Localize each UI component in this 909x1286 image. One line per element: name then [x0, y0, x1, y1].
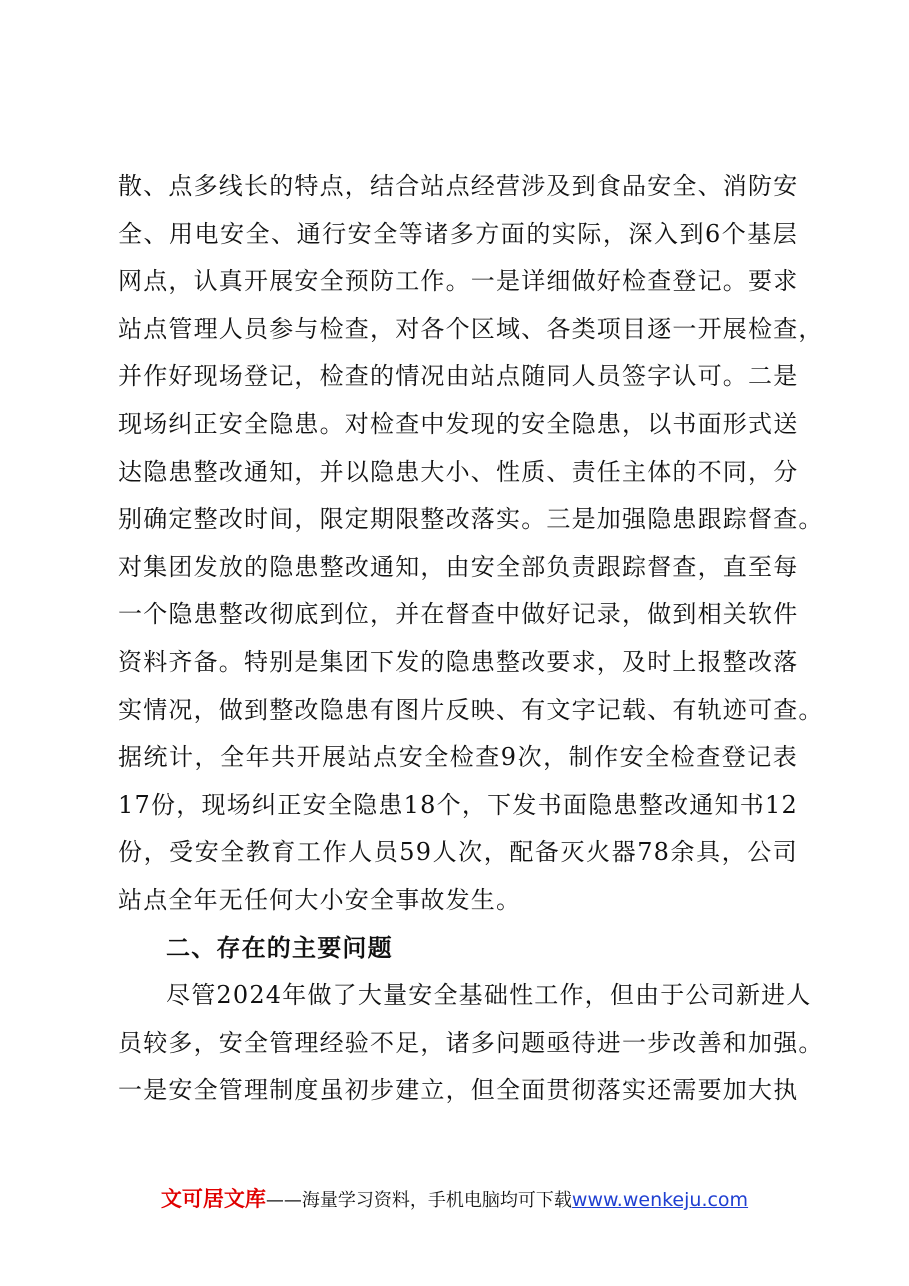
text-line: 对集团发放的隐患整改通知，由安全部负责跟踪督查，直至每: [118, 552, 799, 581]
text-line: 实情况，做到整改隐患有图片反映、有文字记载、有轨迹可查。: [118, 695, 824, 724]
text-line: 份，受安全教育工作人员59人次，配备灭火器78余具，公司: [118, 838, 798, 867]
text-line: 资料齐备。特别是集团下发的隐患整改要求，及时上报整改落: [118, 647, 799, 676]
text-line: 别确定整改时间，限定期限整改落实。三是加强隐患跟踪督查。: [118, 505, 824, 534]
text-line: 一是安全管理制度虽初步建立，但全面贯彻落实还需要加大执: [118, 1076, 799, 1105]
text-line: 达隐患整改通知，并以隐患大小、性质、责任主体的不同，分: [118, 457, 799, 486]
text-line: 全、用电安全、通行安全等诸多方面的实际，深入到6个基层: [118, 219, 798, 248]
text-line: 站点全年无任何大小安全事故发生。: [118, 885, 522, 914]
text-line: 一个隐患整改彻底到位，并在督查中做好记录，做到相关软件: [118, 600, 799, 629]
text-line: 员较多，安全管理经验不足，诸多问题亟待进一步改善和加强。: [118, 1028, 824, 1057]
footer-brand: 文可居文库: [160, 1187, 266, 1211]
page-footer: [0, 1183, 909, 1213]
paragraph-1: [118, 163, 824, 925]
paragraph-2: [118, 972, 824, 1115]
text-line: 散、点多线长的特点，结合站点经营涉及到食品安全、消防安: [118, 172, 799, 200]
text-line: 并作好现场登记，检查的情况由站点随同人员签字认可。二是: [118, 362, 799, 391]
footer-tagline: ——海量学习资料，手机电脑均可下载: [265, 1190, 572, 1211]
document-body: [118, 163, 824, 1115]
text-line: 现场纠正安全隐患。对检查中发现的安全隐患，以书面形式送: [118, 409, 799, 438]
text-line: 网点，认真开展安全预防工作。一是详细做好检查登记。要求: [118, 267, 799, 296]
text-line: 17份，现场纠正安全隐患18个，下发书面隐患整改通知书12: [118, 790, 798, 819]
section-heading: 二、存在的主要问题: [166, 933, 393, 962]
text-line: 据统计，全年共开展站点安全检查9次，制作安全检查登记表: [118, 743, 798, 772]
footer-link[interactable]: www.wenkeju.com: [571, 1189, 749, 1211]
text-line: 站点管理人员参与检查，对各个区域、各类项目逐一开展检查，: [118, 314, 824, 343]
text-line: 尽管2024年做了大量安全基础性工作，但由于公司新进人: [166, 981, 812, 1010]
